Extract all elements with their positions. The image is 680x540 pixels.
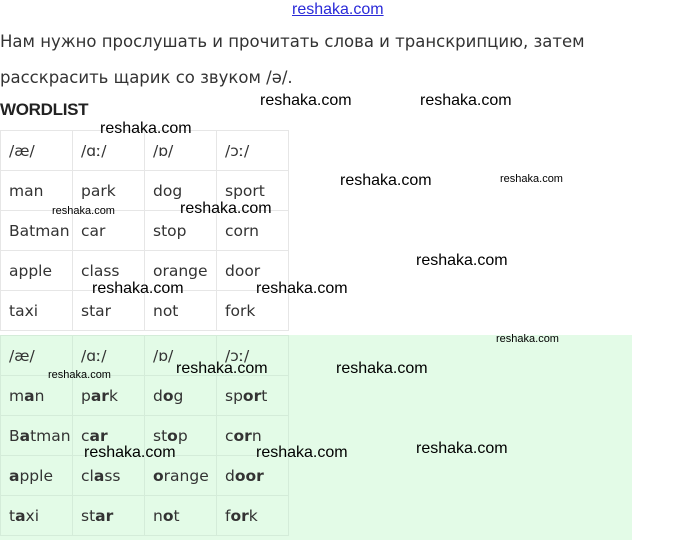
word-segment: /ɔː/ [225,346,250,365]
word-segment: /æ/ [9,346,35,365]
word-segment: n [34,386,45,405]
highlighted-letters: o [162,386,174,405]
word-cell: corn [217,211,289,251]
word-segment: g [173,386,184,405]
phoneme-cell: /æ/ [1,131,73,171]
word-segment: pple [19,466,53,485]
word-cell: not [145,291,217,331]
word-cell [217,376,289,416]
word-segment: t [261,386,268,405]
table-row [1,496,289,536]
task-instruction: Нам нужно прослушать и прочитать слова и транскрипцию, затем расскрасить щарик со звуком /ə/. [0,32,585,87]
highlighted-letters: a [93,466,105,485]
word-cell: orange [145,251,217,291]
highlighted-letters: or [230,506,249,525]
phoneme-cell: /ɑː/ [73,131,145,171]
word-segment: /ɑː/ [81,346,107,365]
word-segment: ss [104,466,121,485]
highlighted-letters: a [15,506,26,525]
word-segment: f [225,506,231,525]
watermark: reshaka.com [52,205,115,217]
word-segment: p [81,386,91,405]
highlighted-letters: a [24,386,35,405]
highlighted-letters: o [153,466,164,485]
word-cell: stop [145,211,217,251]
word-cell [1,456,73,496]
watermark: reshaka.com [416,440,508,457]
word-cell [1,376,73,416]
word-cell: man [1,171,73,211]
word-segment: cl [81,466,94,485]
word-segment: p [177,426,188,445]
watermark: reshaka.com [340,172,432,189]
word-cell [1,496,73,536]
word-segment: sp [225,386,243,405]
word-segment: n [153,506,163,525]
word-segment: t [9,506,16,525]
highlighted-letters: ar [89,426,108,445]
word-cell: class [73,251,145,291]
word-cell [145,496,217,536]
word-cell: car [73,211,145,251]
word-segment: t [173,506,180,525]
wordlist-heading: WORDLIST [0,100,89,119]
word-segment: n [251,426,262,445]
wordlist-table [0,130,289,331]
phoneme-cell: /ɔː/ [217,131,289,171]
watermark: reshaka.com [256,444,348,461]
watermark: reshaka.com [496,333,559,345]
word-cell: Batman [1,211,73,251]
word-segment: m [9,386,25,405]
watermark: reshaka.com [84,444,176,461]
word-segment: xi [25,506,40,525]
site-title-link[interactable]: reshaka.com [292,1,384,18]
word-segment: c [81,426,90,445]
word-cell: dog [145,171,217,211]
highlighted-letters: o [162,506,174,525]
word-segment: st [153,426,168,445]
word-segment: tman [30,426,71,445]
watermark: reshaka.com [180,200,272,217]
highlighted-letters: o [167,426,178,445]
phoneme-cell: /ɒ/ [145,131,217,171]
watermark: reshaka.com [260,92,352,109]
watermark: reshaka.com [500,173,563,185]
watermark: reshaka.com [48,369,111,381]
word-cell: fork [217,291,289,331]
watermark: reshaka.com [336,360,428,377]
watermark: reshaka.com [100,120,192,137]
word-segment: k [248,506,258,525]
word-cell [145,376,217,416]
highlighted-letters: oor [234,466,264,485]
highlighted-letters: ar [90,386,109,405]
word-cell [1,416,73,456]
highlighted-letters: ar [95,506,114,525]
highlighted-letters: or [242,386,262,405]
word-cell [73,496,145,536]
highlighted-letters: a [9,466,20,485]
watermark: reshaka.com [416,252,508,269]
table-row [1,376,289,416]
word-cell: taxi [1,291,73,331]
word-segment: st [81,506,96,525]
word-segment: d [153,386,163,405]
word-cell: park [73,171,145,211]
watermark: reshaka.com [176,360,268,377]
watermark: reshaka.com [92,280,184,297]
word-cell [73,376,145,416]
word-segment: /ɒ/ [153,346,174,365]
word-cell [217,496,289,536]
word-segment: range [163,466,209,485]
highlighted-letters: or [233,426,252,445]
word-segment: c [225,426,234,445]
word-segment: k [108,386,118,405]
highlighted-letters: a [19,426,31,445]
word-cell: sport [217,171,289,211]
word-segment: B [9,426,20,445]
watermark: reshaka.com [256,280,348,297]
word-cell: star [73,291,145,331]
word-segment: d [225,466,235,485]
word-cell: apple [1,251,73,291]
word-cell: door [217,251,289,291]
watermark: reshaka.com [420,92,512,109]
